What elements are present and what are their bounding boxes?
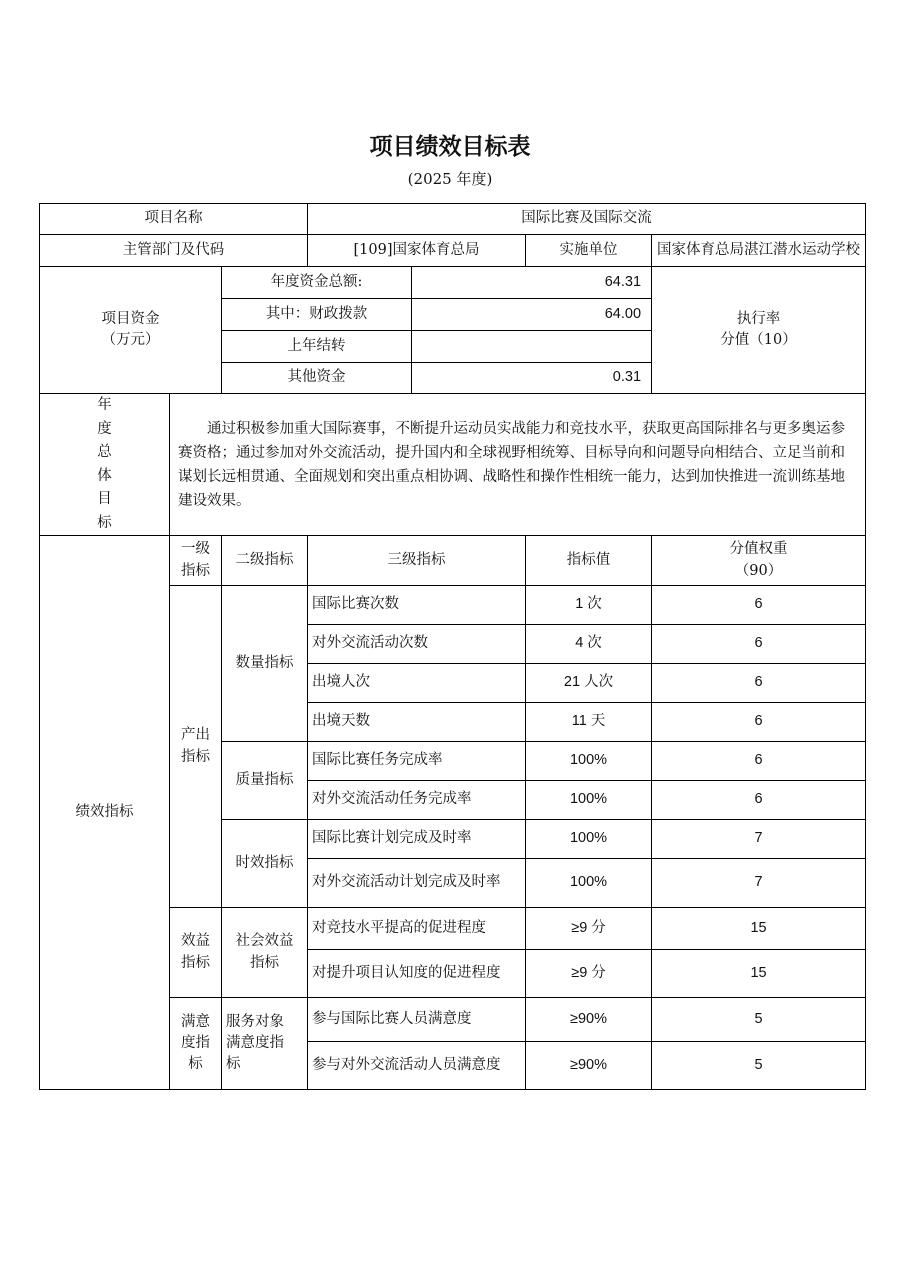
- indicator-value: 11 天: [526, 703, 652, 742]
- indicator-weight: 6: [652, 664, 866, 703]
- implementing-unit-label: 实施单位: [526, 235, 652, 267]
- social-benefit-indicator-label: 社会效益 指标: [222, 908, 308, 998]
- indicators-section-label: 绩效指标: [40, 536, 170, 1090]
- quantity-indicator-label: 数量指标: [222, 586, 308, 742]
- indicator-value: ≥9 分: [526, 908, 652, 950]
- department-row: [40, 235, 866, 267]
- funds-label: 项目资金 （万元）: [40, 267, 222, 394]
- project-name-row: [40, 204, 866, 235]
- indicator-name: 出境人次: [308, 664, 526, 703]
- header-level3: 三级指标: [308, 536, 526, 586]
- indicator-weight: 6: [652, 586, 866, 625]
- indicator-weight: 6: [652, 781, 866, 820]
- indicator-value: 100%: [526, 742, 652, 781]
- department-label: 主管部门及代码: [40, 235, 308, 267]
- indicator-name: 国际比赛任务完成率: [308, 742, 526, 781]
- funds-carry-label: 上年结转: [222, 331, 412, 363]
- timeliness-indicator-label: 时效指标: [222, 820, 308, 908]
- indicator-name: 参与国际比赛人员满意度: [308, 998, 526, 1042]
- indicator-value: ≥9 分: [526, 950, 652, 998]
- indicator-value: ≥90%: [526, 998, 652, 1042]
- indicator-value: 4 次: [526, 625, 652, 664]
- indicator-weight: 5: [652, 998, 866, 1042]
- header-level1: 一级 指标: [170, 536, 222, 586]
- year-subtitle: (2025 年度): [407, 170, 493, 188]
- indicator-name: 出境天数: [308, 703, 526, 742]
- annual-goal-label-text: 年度总体目标: [97, 397, 112, 531]
- funds-total-label: 年度资金总额:: [222, 267, 412, 299]
- indicator-value: 1 次: [526, 586, 652, 625]
- indicator-name: 国际比赛次数: [308, 586, 526, 625]
- project-name-label: 项目名称: [40, 204, 308, 235]
- annual-goal-text: 通过积极参加重大国际赛事，不断提升运动员实战能力和竞技水平，获取更高国际排名与更多奥运参赛资格；通过参加对外交流活动，提升国内和全球视野相统筹、目标导向和问题导向相结合、立足当前和谋划长远相贯通、全面规划和突出重点相协调、战略性和操作性相统一能力，达到加快推进一流训练基地建设效果。: [170, 394, 866, 536]
- funds-total-row: [40, 267, 866, 299]
- funds-fiscal-value: 64.00: [412, 299, 652, 331]
- quality-indicator-label: 质量指标: [222, 742, 308, 820]
- indicator-weight: 7: [652, 820, 866, 859]
- indicator-header-row: [40, 536, 866, 586]
- funds-other-label: 其他资金: [222, 363, 412, 394]
- indicator-weight: 15: [652, 950, 866, 998]
- benefit-indicator-label: 效益 指标: [170, 908, 222, 998]
- satisfaction-indicator-label: 满意 度指 标: [170, 998, 222, 1090]
- execution-rate-label: 执行率 分值（10）: [652, 267, 866, 394]
- service-satisfaction-indicator-label: 服务对象 满意度指 标: [222, 998, 308, 1090]
- indicator-weight: 15: [652, 908, 866, 950]
- indicator-weight: 5: [652, 1042, 866, 1090]
- annual-goal-row: [40, 394, 866, 536]
- funds-total-value: 64.31: [412, 267, 652, 299]
- indicator-value: 100%: [526, 859, 652, 908]
- indicator-name: 参与对外交流活动人员满意度: [308, 1042, 526, 1090]
- header-level2: 二级指标: [222, 536, 308, 586]
- indicator-value: 21 人次: [526, 664, 652, 703]
- project-name-value: 国际比赛及国际交流: [308, 204, 866, 235]
- header-value: 指标值: [526, 536, 652, 586]
- indicator-weight: 6: [652, 703, 866, 742]
- funds-fiscal-label: 其中：财政拨款: [222, 299, 412, 331]
- indicator-name: 对提升项目认知度的促进程度: [308, 950, 526, 998]
- header-weight: 分值权重 （90）: [652, 536, 866, 586]
- funds-other-value: 0.31: [412, 363, 652, 394]
- indicator-value: 100%: [526, 781, 652, 820]
- department-value: [109]国家体育总局: [308, 235, 526, 267]
- indicator-weight: 6: [652, 742, 866, 781]
- indicator-name: 对外交流活动任务完成率: [308, 781, 526, 820]
- indicator-name: 对外交流活动次数: [308, 625, 526, 664]
- page-title: 项目绩效目标表: [369, 134, 531, 160]
- indicator-weight: 7: [652, 859, 866, 908]
- output-indicator-label: 产出 指标: [170, 586, 222, 908]
- implementing-unit-value: 国家体育总局湛江潜水运动学校: [652, 235, 866, 267]
- indicator-name: 国际比赛计划完成及时率: [308, 820, 526, 859]
- indicator-name: 对竞技水平提高的促进程度: [308, 908, 526, 950]
- indicator-value: ≥90%: [526, 1042, 652, 1090]
- annual-goal-label: [40, 394, 170, 536]
- funds-carry-value: [412, 331, 652, 363]
- indicator-weight: 6: [652, 625, 866, 664]
- indicator-value: 100%: [526, 820, 652, 859]
- performance-table: [39, 203, 866, 1090]
- indicator-name: 对外交流活动计划完成及时率: [308, 859, 526, 908]
